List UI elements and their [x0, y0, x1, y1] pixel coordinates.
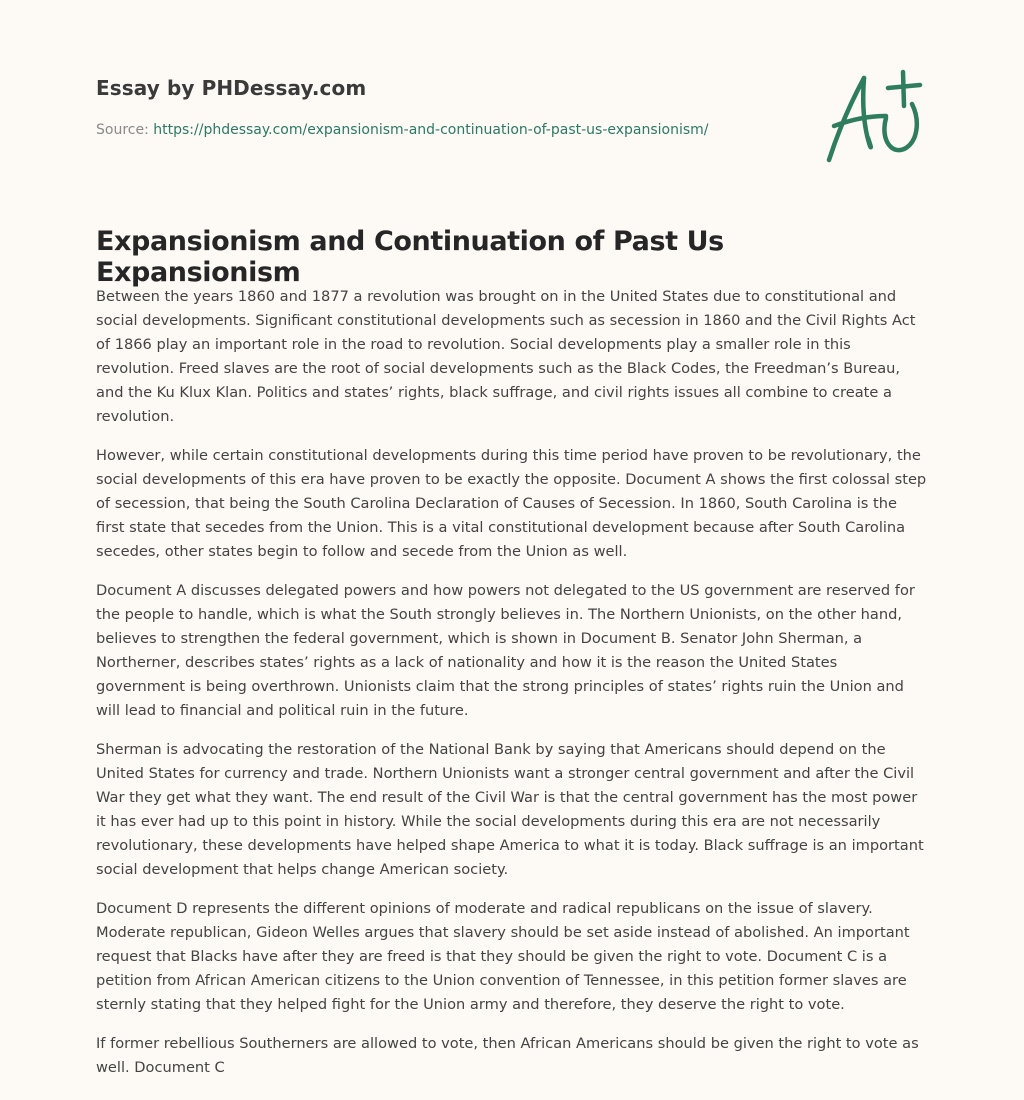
essay-body	[96, 285, 928, 1095]
paragraph: Document D represents the different opinions of moderate and radical republicans on the issue of slavery. Moderate republican, Gideon Welles argues that slavery should be set aside instead of abolished. An important request that Blacks have after they are freed is that they should be given the right to vote. Document C is a petition from African American citizens to the Union convention of Tennessee, in this petition former slaves are sternly stating that they helped fight for the Union army and therefore, they deserve the right to vote.	[96, 900, 910, 1013]
source-line	[96, 122, 796, 138]
a-plus-logo-icon	[820, 66, 930, 166]
paragraph: Sherman is advocating the restoration of the National Bank by saying that Americans should depend on the United States for currency and trade. Northern Unionists want a stronger central government and after the Civil War they get what they want. The end result of the Civil War is that the central government has the most power it has ever had up to this point in history. While the social developments during this era are not necessarily revolutionary, these developments have helped shape America to what it is today. Black suffrage is an important social development that helps change American society.	[96, 741, 924, 878]
site-brand: Essay by PHDessay.com	[96, 76, 367, 100]
paragraph: Document A discusses delegated powers and how powers not delegated to the US government are reserved for the people to handle, which is what the South strongly believes in. The Northern Unionists, on the other hand, believes to strengthen the federal government, which is shown in Document B. Senator John Sherman, a Northerner, describes states’ rights as a lack of nationality and how it is the reason the United States government is being overthrown. Unionists claim that the strong principles of states’ rights ruin the Union and will lead to financial and political ruin in the future.	[96, 582, 915, 719]
paragraph: If former rebellious Southerners are allowed to vote, then African Americans should be given the right to vote as well. Document C	[96, 1035, 919, 1076]
essay-header	[96, 76, 796, 138]
source-label: Source:	[96, 122, 154, 138]
paragraph: Between the years 1860 and 1877 a revolution was brought on in the United States due to constitutional and social developments. Significant constitutional developments such as secession in 1860 and the Civil Rights Act of 1866 play an important role in the road to revolution. Social developments play a smaller role in this revolution. Freed slaves are the root of social developments such as the Black Codes, the Freedman’s Bureau, and the Ku Klux Klan. Politics and states’ rights, black suffrage, and civil rights issues all combine to create a revolution.	[96, 288, 916, 425]
page-title: Expansionism and Continuation of Past Us Expansionism	[96, 226, 724, 288]
paragraph: However, while certain constitutional developments during this time period have proven to be revolutionary, the social developments of this era have proven to be exactly the opposite. Document A shows the first colossal step of secession, that being the South Carolina Declaration of Causes of Secession. In 1860, South Carolina is the first state that secedes from the Union. This is a vital constitutional development because after South Carolina secedes, other states begin to follow and secede from the Union as well.	[96, 447, 927, 560]
source-link[interactable]: https://phdessay.com/expansionism-and-continuation-of-past-us-expansionism/	[153, 122, 709, 138]
